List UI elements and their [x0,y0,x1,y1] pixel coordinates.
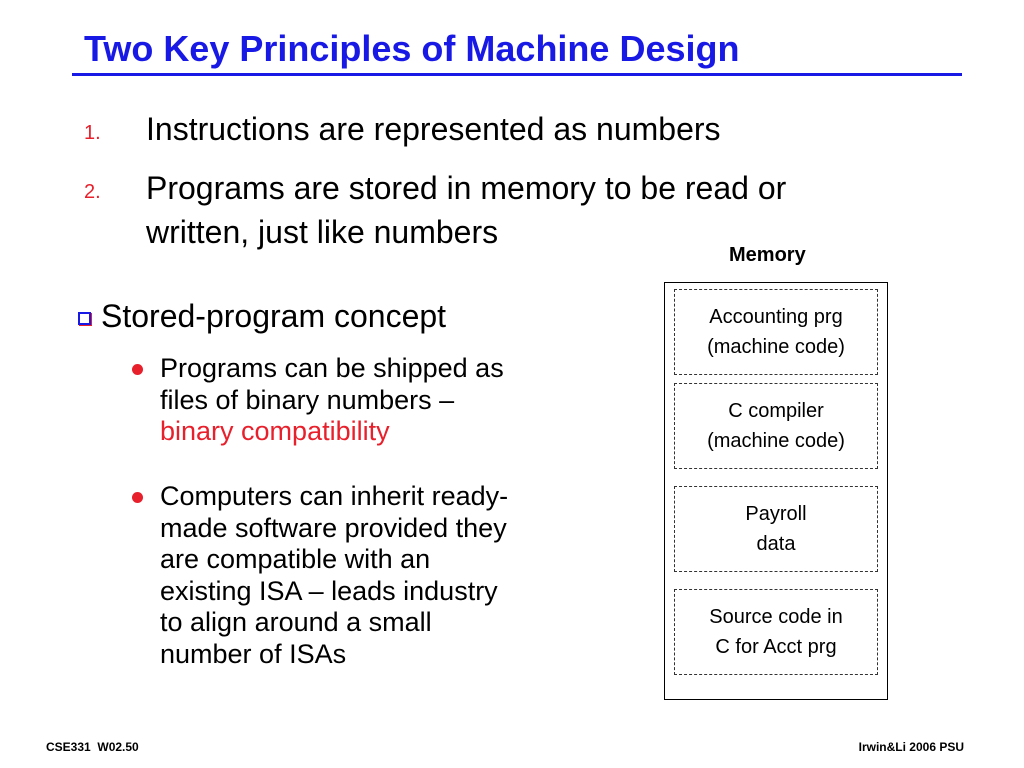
sub-bullet-2-line4: existing ISA – leads industry [160,575,498,606]
memory-segment-line: C for Acct prg [715,636,837,658]
memory-segment-compiler [674,383,878,469]
memory-segment-source [674,589,878,675]
footer-course-id: CSE331 W02.50 [46,740,139,754]
binary-compatibility-highlight: binary compatibility [160,416,390,446]
numbered-item-2-line2: written, just like numbers [146,214,499,250]
main-bullet-text: Stored-program concept [101,298,447,334]
sub-bullet-2-line6: number of ISAs [160,638,347,669]
numbered-item-2-line1: Programs are stored in memory to be read or [146,170,787,206]
round-bullet-icon [132,364,143,375]
sub-bullet-1-line1: Programs can be shipped as [160,353,504,383]
memory-segment-line: Source code in [709,606,843,628]
sub-bullet-1-line2: files of binary numbers – [160,384,455,415]
sub-bullet-1 [132,353,612,448]
memory-segment-line: Accounting prg [709,306,843,328]
memory-segment-line: (machine code) [707,430,845,452]
numbered-marker-2: 2. [84,181,101,203]
sub-bullet-2-line3: are compatible with an [160,544,431,574]
sub-bullet-2 [132,481,612,670]
memory-segment-payroll [674,486,878,572]
memory-segment-accounting [674,289,878,375]
numbered-item-1: Instructions are represented as numbers [146,111,721,147]
slide-title: Two Key Principles of Machine Design [84,28,740,69]
memory-segment-line: C compiler [728,400,824,422]
sub-bullet-2-line5: to align around a small [160,607,432,637]
title-underline [72,73,962,76]
round-bullet-icon [132,492,143,503]
memory-segment-line: (machine code) [707,336,845,358]
numbered-marker-1: 1. [84,122,101,144]
memory-segment-line: Payroll [745,503,807,525]
main-bullet [78,298,446,335]
memory-label: Memory [729,244,806,266]
sub-bullet-2-line2: made software provided they [160,512,507,543]
sub-bullet-2-line1: Computers can inherit ready- [160,481,509,511]
memory-segment-line: data [756,533,796,555]
footer-credit: Irwin&Li 2006 PSU [858,740,964,754]
square-bullet-icon [78,312,91,325]
